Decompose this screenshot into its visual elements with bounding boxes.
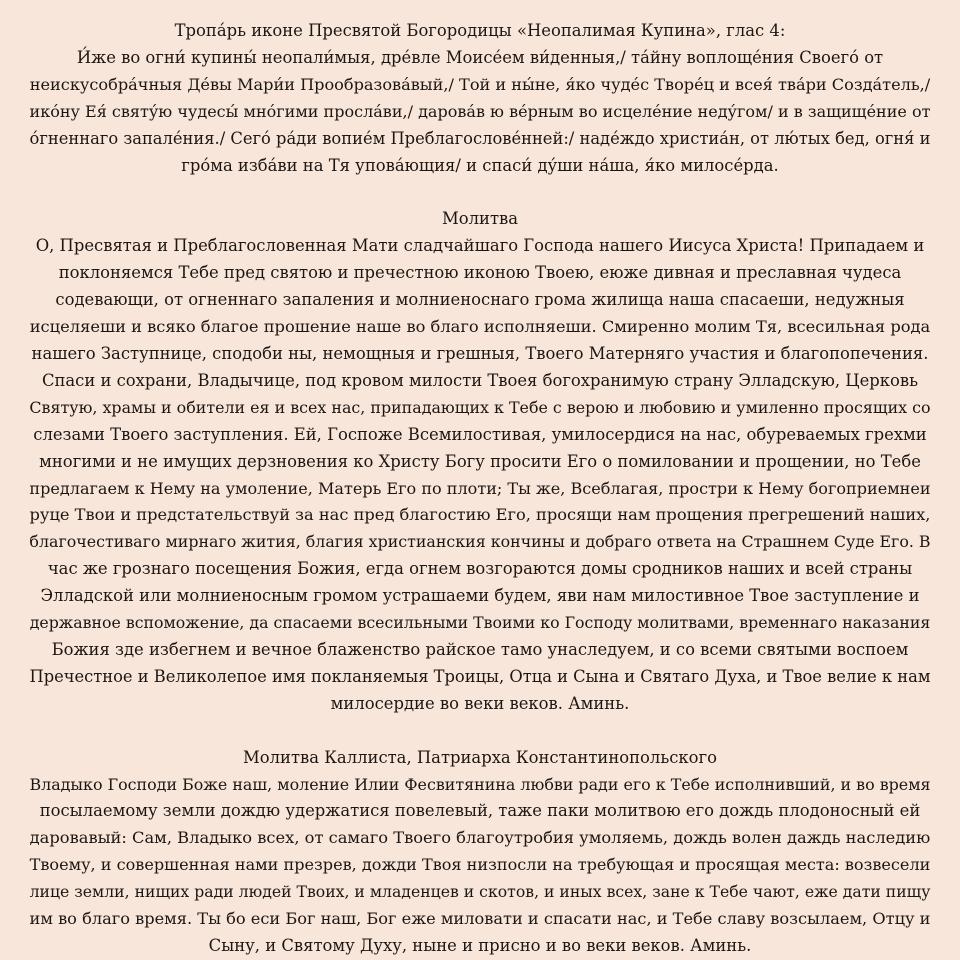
kallistos-prayer-line: даровавый: Сам, Владыко всех, от самаго Твоего благоутробия умоляемь, дождь волен даждь наследию: [29, 828, 931, 848]
prayer-line: державное вспоможение, да спасаеми всесильными Твоими ко Господу молитвами, временнаго наказания: [29, 613, 931, 633]
prayer-line: Святую, храмы и обители ея и всех нас, припадающих к Тебе с верою и любовию и умиленно просящих со: [29, 397, 931, 417]
prayer-line: час же грознаго посещения Божия, егда огнем возгораются домы сродников наших и всей страны: [47, 559, 913, 579]
troparion-heading: Тропа́рь иконе Пресвятой Богородицы «Неопалимая Купина», глас 4:: [174, 21, 786, 40]
prayer-line: слезами Твоего заступления. Ей, Госпоже Всемилостивая, умилосердися на нас, обуреваемых грехми: [33, 424, 927, 444]
troparion-line: о́гненнаго запале́ния./ Сего́ ра́ди вопие́м Преблагослове́нней:/ наде́ждо христиа́н, от лю́тых бед, огня́ и: [29, 128, 931, 148]
prayer-line: предлагаем к Нему на умоление, Матерь Его по плоти; Ты же, Всеблагая, простри к Нему богоприемнеи: [29, 478, 931, 498]
prayer-line: содевающи, от огненнаго запаления и молниеноснаго грома жилища наша спасаеши, недужныя: [55, 290, 905, 310]
prayer-section: [28, 206, 932, 717]
kallistos-prayer-line: Владыко Господи Боже наш, моление Илии Фесвитянина любви ради его к Тебе исполнивший, и во время: [29, 774, 931, 794]
prayer-line: многими и не имущих дерзновения ко Христу Богу просити Его о помиловании и прощении, но Тебе: [39, 451, 921, 471]
prayer-heading: Молитва: [441, 209, 519, 229]
prayer-line: нашего Заступнице, сподоби ны, немощныя и грешныя, Твоего Матерняго участия и благопопечения.: [31, 343, 929, 363]
prayer-line: поклоняемся Тебе пред святою и пречестною иконою Твоею, еюже дивная и преславная чудеса: [58, 263, 902, 283]
prayer-line: О, Пресвятая и Преблагословенная Мати сладчайшаго Господа нашего Иисуса Христа! Припадаем и: [35, 236, 925, 256]
section-divider: [28, 179, 932, 206]
prayer-line: Спаси и сохрани, Владычице, под кровом милости Твоея богохранимую страну Элладскую, Церковь: [41, 370, 919, 390]
troparion-line: гро́ма изба́ви на Тя упова́ющия/ и спаси́ ду́ши на́ша, я́ко милосе́рда.: [181, 155, 779, 175]
kallistos-prayer-line: им во благо время. Ты бо еси Бог наш, Бог еже миловати и спасати нас, и Тебе славу возсылаем, Отцу и: [29, 909, 931, 929]
kallistos-prayer-section: [28, 745, 932, 960]
troparion-line: ико́ну Ея́ святу́ю чудесы́ мно́гими просла́ви,/ дарова́в ю ве́рным во исцеле́ние неду́гом/ и в защище́ние от: [29, 101, 931, 121]
kallistos-prayer-line: посылаемому земли дождю удержатися повелевый, таже паки молитвою его дождь плодоносный ей: [39, 801, 921, 821]
section-divider: [28, 718, 932, 745]
prayer-line: исцеляеши и всяко благое прошение наше во благо исполняеши. Смиренно молим Тя, всесильная рода: [29, 317, 931, 337]
prayer-line: милосердие во веки веков. Аминь.: [330, 693, 630, 713]
prayer-line: благочестиваго мирнаго жития, благия христианския кончины и добраго ответа на Страшнем Суде Его. В: [29, 532, 931, 552]
troparion-section: [28, 18, 932, 179]
kallistos-prayer-line: лице земли, нищих ради людей Твоих, и младенцев и скотов, и иных всех, зане к Тебе чают, еже дати пищу: [29, 882, 931, 902]
prayer-line: Пречестное и Великолепое имя покланяемыя Троицы, Отца и Сына и Святаго Духа, и Твое велие к нам: [29, 666, 931, 686]
kallistos-prayer-line: Твоему, и совершенная нами презрев, дожди Твоя низпосли на требующая и просящая места: возвесели: [29, 855, 931, 875]
prayer-line: Элладской или молниеносным громом устрашаеми будем, яви нам милостивное Твое заступление и: [40, 586, 920, 606]
prayer-line: руце Твои и предстательствуй за нас пред благостию Его, просящи нам прощения прегрешений наших,: [29, 505, 931, 525]
kallistos-prayer-heading: Молитва Каллиста, Патриарха Константинопольского: [242, 747, 718, 767]
troparion-line: И́же во огни́ купины́ неопали́мыя, дре́вле Моисе́ем ви́денныя,/ та́йну воплоще́ния Своего́ от: [76, 47, 884, 67]
prayer-line: Божия зде избегнем и вечное блаженство райское тамо унаследуем, и со всеми святыми воспоем: [51, 639, 909, 659]
troparion-line: неискусобра́чныя Де́вы Мари́и Прообразова́вый,/ Той и ны́не, я́ко чуде́с Творе́ц и всея́ тва́ри Созда́тель,/: [29, 74, 931, 94]
kallistos-prayer-line: Сыну, и Святому Духу, ныне и присно и во веки веков. Аминь.: [208, 936, 752, 955]
